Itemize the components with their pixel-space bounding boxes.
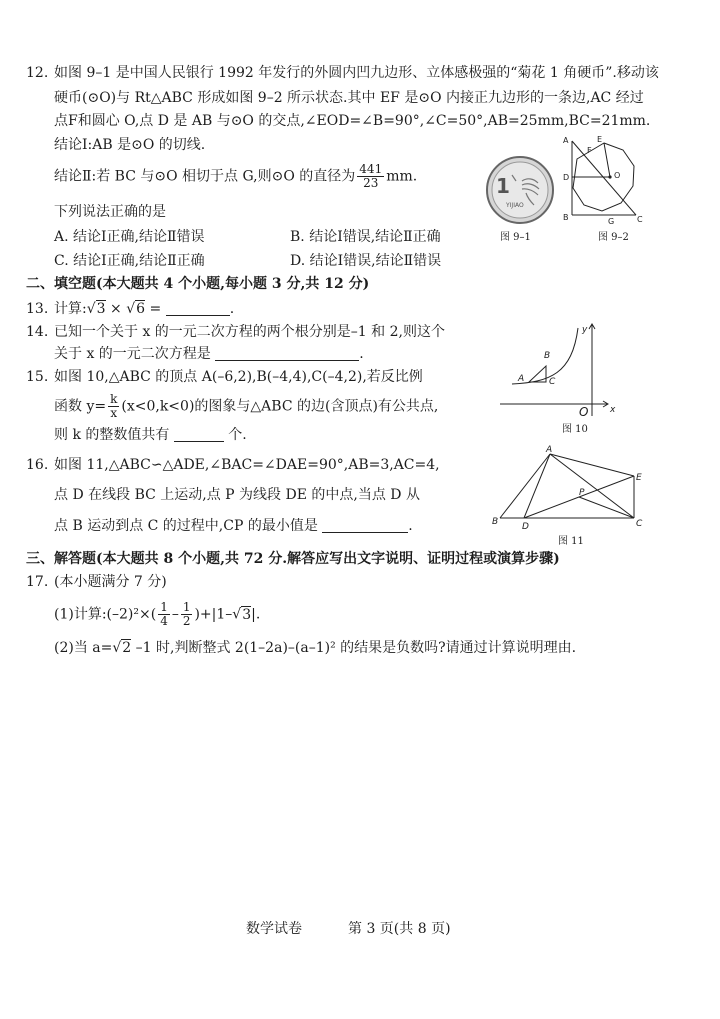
q17-part2-prefix: (2)当 a=	[54, 640, 113, 656]
fig11-label-c: C	[636, 519, 643, 529]
q17-fraction-2	[181, 601, 193, 628]
q17-part1-suffix: |.	[251, 606, 261, 623]
fig92-label-d: D	[563, 173, 570, 182]
q12-number: 12.	[26, 65, 49, 81]
q15-frac-denominator: x	[110, 406, 118, 420]
q17-part1-mid: )+|1–	[194, 606, 233, 623]
section-2-heading: 二、填空题(本大题共 4 个小题,每小题 3 分,共 12 分)	[26, 276, 370, 292]
q12-line1: 如图 9–1 是中国人民银行 1992 年发行的外圆内凹九边形、立体感极强的“菊花 1 角硬币”.移动该	[54, 65, 659, 81]
fig92-label-a: A	[563, 136, 569, 145]
figure-10	[500, 318, 630, 418]
figure-9-1-caption: 图 9–1	[500, 232, 531, 243]
fig92-label-c: C	[637, 215, 643, 224]
q12-option-d[interactable]: D. 结论Ⅰ错误,结论Ⅱ错误	[290, 253, 442, 269]
q15-line2	[54, 393, 438, 420]
q15-number: 15.	[26, 369, 49, 385]
q15-answer-blank[interactable]	[174, 427, 224, 442]
q13-radicand-1: 3	[96, 301, 106, 317]
figure-11-caption: 图 11	[558, 536, 584, 547]
q12-fraction-denominator: 23	[363, 176, 379, 190]
q17-heading: (本小题满分 7 分)	[54, 574, 167, 590]
q16-number: 16.	[26, 457, 49, 473]
q15-line3-suffix: 个.	[228, 427, 247, 443]
q16-line3: 点 B 运动到点 C 的过程中,CP 的最小值是 .	[54, 518, 413, 534]
q12-option-b[interactable]: B. 结论Ⅰ错误,结论Ⅱ正确	[290, 229, 441, 245]
fig11-label-e: E	[636, 473, 642, 483]
q16-line3-text: 点 B 运动到点 C 的过程中,CP 的最小值是	[54, 518, 318, 534]
q12-diameter-fraction	[357, 163, 384, 190]
q12-conclusion2-text: 结论Ⅱ:若 BC 与⊙O 相切于点 G,则⊙O 的直径为	[54, 168, 356, 185]
fig11-label-a: A	[546, 445, 553, 455]
figure-10-caption: 图 10	[562, 424, 588, 435]
fig10-label-c: C	[549, 377, 556, 387]
fig10-label-b: B	[544, 351, 551, 361]
fig92-label-b: B	[563, 213, 569, 222]
q13-answer-blank[interactable]	[166, 301, 230, 316]
q12-fraction-numerator: 441	[359, 162, 383, 176]
fig11-label-b: B	[492, 517, 499, 527]
q16-line2: 点 D 在线段 BC 上运动,点 P 为线段 DE 的中点,当点 D 从	[54, 487, 420, 503]
figure-9-2-caption: 图 9–2	[598, 232, 629, 243]
q17-fraction-2-denominator: 2	[182, 614, 191, 628]
q14-line2: 关于 x 的一元二次方程是 .	[54, 346, 364, 362]
section-3-heading: 三、解答题(本大题共 8 个小题,共 72 分.解答应写出文字说明、证明过程或演算步骤)	[26, 551, 560, 567]
figure-9-2	[560, 133, 650, 227]
fig11-label-p: P	[579, 488, 585, 498]
q12-conclusion2-unit: mm.	[386, 168, 418, 185]
figure-9-1-coin	[482, 155, 558, 225]
q14-answer-blank[interactable]	[215, 346, 359, 361]
q15-line2-suffix: (x<0,k<0)的图象与△ABC 的边(含顶点)有公共点,	[121, 398, 439, 415]
q15-line1: 如图 10,△ABC 的顶点 A(–6,2),B(–4,4),C(–4,2),若反比例	[54, 369, 423, 385]
q17-part2-suffix: –1 时,判断整式 2(1–2a)–(a–1)² 的结果是负数吗?请通过计算说明理由.	[131, 640, 577, 656]
q17-part1-radicand: 3	[242, 606, 252, 623]
q17-part2-radicand: 2	[122, 640, 132, 656]
q15-line3	[54, 426, 247, 444]
q14-number: 14.	[26, 324, 49, 340]
q17-fraction-2-numerator: 1	[182, 600, 191, 614]
fig92-label-f: F	[587, 146, 592, 155]
fig10-label-y: y	[582, 325, 588, 335]
fig10-label-x: x	[610, 405, 616, 415]
q13-radicand-2: 6	[136, 301, 146, 317]
fig10-label-o: O	[579, 405, 589, 418]
fig92-label-g: G	[608, 217, 615, 226]
q17-part2: (2)当 a=√2 –1 时,判断整式 2(1–2a)–(a–1)² 的结果是负数吗?请通过计算说明理由.	[54, 640, 577, 656]
q12-conclusion1: 结论Ⅰ:AB 是⊙O 的切线.	[54, 137, 206, 153]
fig92-label-o: O	[614, 171, 621, 180]
q15-line3-prefix: 则 k 的整数值共有	[54, 427, 170, 443]
q13-prefix: 计算:	[54, 301, 87, 317]
q17-fraction-1-denominator: 4	[160, 614, 168, 628]
q12-prompt: 下列说法正确的是	[54, 204, 166, 220]
q12-line2: 硬币(⊙O)与 Rt△ABC 形成如图 9–2 所示状态.其中 EF 是⊙O 内接正九边形的一条边,AC 经过	[54, 90, 644, 106]
q14-line2-text: 关于 x 的一元二次方程是	[54, 346, 211, 362]
q13-times: ×	[105, 301, 127, 317]
q12-option-a[interactable]: A. 结论Ⅰ正确,结论Ⅱ错误	[54, 229, 205, 245]
q12-line3: 点F和圆心 O,点 D 是 AB 与⊙O 的交点,∠EOD=∠B=90°,∠C=50°,AB=25mm,BC=21mm.	[54, 113, 651, 129]
fig92-label-e: E	[597, 135, 603, 144]
q12-conclusion2	[54, 163, 417, 190]
q16-line1: 如图 11,△ABC∽△ADE,∠BAC=∠DAE=90°,AB=3,AC=4,	[54, 457, 440, 473]
fig11-label-d: D	[522, 522, 529, 532]
fig10-label-a: A	[518, 374, 525, 384]
q15-line2-prefix: 函数 y=	[54, 398, 107, 415]
q13-line: 计算:√3 × √6 = .	[54, 301, 235, 317]
coin-digit: 1	[496, 174, 510, 198]
q17-fraction-1-numerator: 1	[160, 600, 168, 614]
footer-subject: 数学试卷	[246, 921, 302, 937]
q16-answer-blank[interactable]	[322, 518, 408, 533]
q17-fraction-1	[158, 601, 170, 628]
q12-option-c[interactable]: C. 结论Ⅰ正确,结论Ⅱ正确	[54, 253, 205, 269]
q15-k-over-x	[108, 393, 119, 420]
footer-page-number: 第 3 页(共 8 页)	[348, 921, 451, 937]
q17-minus: –	[171, 606, 179, 623]
q17-number: 17.	[26, 574, 49, 590]
coin-text: YIJIAO	[506, 202, 524, 209]
q17-part1-prefix: (1)计算:(–2)²×(	[54, 606, 157, 623]
q17-part1: (1)计算:(–2)²×( $\frac{1}{4}$ – $\frac{1}{2}$ )+|1–√3|.	[54, 600, 261, 628]
q15-frac-numerator: k	[110, 392, 118, 406]
q13-equals: =	[145, 301, 162, 317]
q14-line1: 已知一个关于 x 的一元二次方程的两个根分别是–1 和 2,则这个	[54, 324, 445, 340]
q13-number: 13.	[26, 301, 49, 317]
figure-11	[488, 444, 648, 532]
